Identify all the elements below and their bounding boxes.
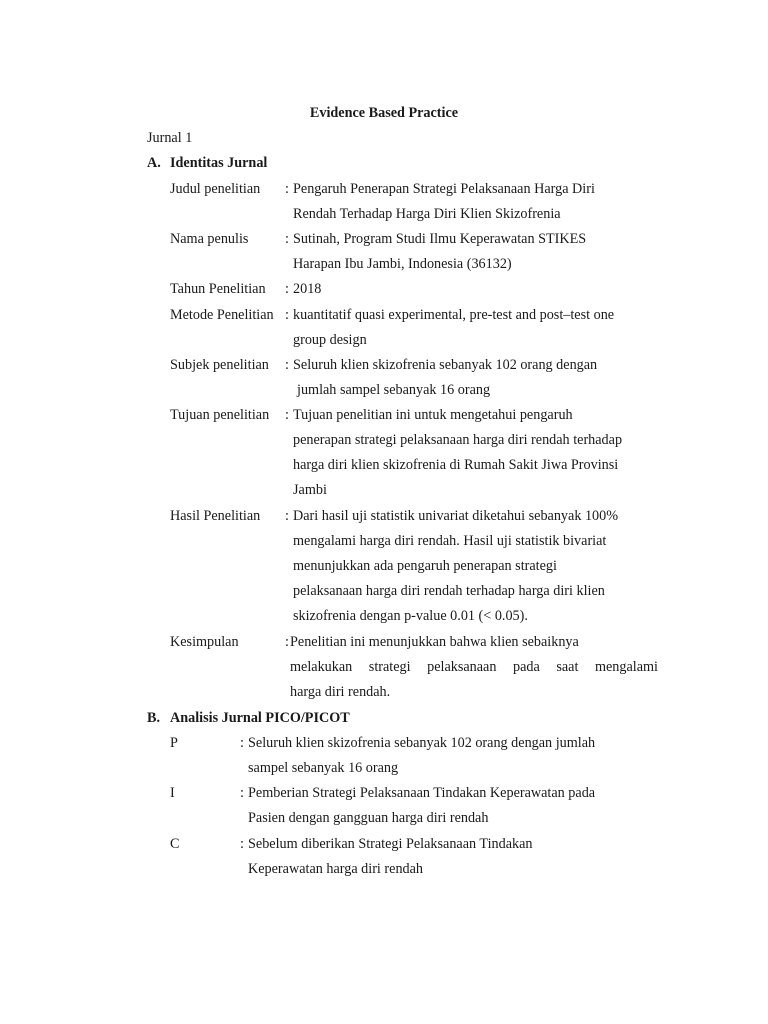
kesimpulan-line: harga diri rendah. (290, 684, 391, 700)
pico-i-colon: : (240, 785, 244, 801)
kesimpulan-line-justified (290, 658, 658, 676)
pico-p-line: sampel sebanyak 16 orang (248, 760, 399, 776)
hasil-line: skizofrenia dengan p-value 0.01 (< 0.05). (293, 608, 528, 624)
pico-i-line: Pasien dengan gangguan harga diri rendah (248, 810, 489, 826)
tujuan-line: Tujuan penelitian ini untuk mengetahui pengaruh (293, 407, 573, 423)
tahun-label: Tahun Penelitian (170, 281, 266, 297)
pico-i-label: I (170, 785, 175, 801)
metode-line: kuantitatif quasi experimental, pre-test and post–test one (293, 307, 615, 323)
pico-c-line: Sebelum diberikan Strategi Pelaksanaan Tindakan (248, 836, 533, 852)
section-a-heading: Identitas Jurnal (170, 155, 268, 171)
pico-p-line: Seluruh klien skizofrenia sebanyak 102 orang dengan jumlah (248, 735, 596, 751)
penulis-line: Sutinah, Program Studi Ilmu Keperawatan STIKES (293, 231, 587, 247)
hasil-line: Dari hasil uji statistik univariat diketahui sebanyak 100% (293, 508, 619, 524)
penulis-line: Harapan Ibu Jambi, Indonesia (36132) (293, 256, 512, 272)
tujuan-label: Tujuan penelitian (170, 407, 270, 423)
kesimpulan-word: mengalami (594, 659, 658, 675)
penulis-colon: : (285, 231, 289, 247)
pico-c-line: Keperawatan harga diri rendah (248, 861, 424, 877)
tujuan-line: penerapan strategi pelaksanaan harga diri rendah terhadap (293, 432, 623, 448)
judul-colon: : (285, 181, 289, 197)
pico-p-label: P (170, 735, 178, 751)
judul-line: Rendah Terhadap Harga Diri Klien Skizofrenia (293, 206, 561, 222)
hasil-line: mengalami harga diri rendah. Hasil uji statistik bivariat (293, 533, 607, 549)
kesimpulan-word: pelaksanaan (427, 659, 497, 675)
section-b-letter: B. (147, 710, 161, 726)
tahun-line: 2018 (293, 281, 322, 297)
pico-c-colon: : (240, 836, 244, 852)
hasil-line: pelaksanaan harga diri rendah terhadap harga diri klien (293, 583, 605, 599)
section-a-letter: A. (147, 155, 161, 171)
subjek-label: Subjek penelitian (170, 357, 269, 373)
kesimpulan-word: saat (556, 659, 579, 675)
jurnal-label: Jurnal 1 (147, 130, 193, 146)
judul-label: Judul penelitian (170, 181, 261, 197)
hasil-line: menunjukkan ada pengaruh penerapan strategi (293, 558, 557, 574)
kesimpulan-word: pada (512, 659, 540, 675)
hasil-colon: : (285, 508, 289, 524)
subjek-colon: : (285, 357, 289, 373)
subjek-line: Seluruh klien skizofrenia sebanyak 102 orang dengan (293, 357, 598, 373)
pico-i-line: Pemberian Strategi Pelaksanaan Tindakan Keperawatan pada (248, 785, 596, 801)
tujuan-line: harga diri klien skizofrenia di Rumah Sakit Jiwa Provinsi (293, 457, 619, 473)
judul-line: Pengaruh Penerapan Strategi Pelaksanaan Harga Diri (293, 181, 595, 197)
metode-label: Metode Penelitian (170, 307, 274, 323)
metode-colon: : (285, 307, 289, 323)
tujuan-line: Jambi (293, 482, 327, 498)
hasil-label: Hasil Penelitian (170, 508, 261, 524)
kesimpulan-word: melakukan (290, 659, 353, 675)
subjek-line: jumlah sampel sebanyak 16 orang (297, 382, 491, 398)
section-b-heading: Analisis Jurnal PICO/PICOT (170, 710, 350, 726)
kesimpulan-label: Kesimpulan (170, 634, 239, 650)
penulis-label: Nama penulis (170, 231, 249, 247)
pico-c-label: C (170, 836, 180, 852)
tahun-colon: : (285, 281, 289, 297)
kesimpulan-word: strategi (368, 659, 411, 675)
kesimpulan-line: Penelitian ini menunjukkan bahwa klien sebaiknya (290, 634, 579, 650)
metode-line: group design (293, 332, 367, 348)
document-title: Evidence Based Practice (309, 105, 459, 121)
tujuan-colon: : (285, 407, 289, 423)
pico-p-colon: : (240, 735, 244, 751)
kesimpulan-colon: : (285, 634, 289, 650)
